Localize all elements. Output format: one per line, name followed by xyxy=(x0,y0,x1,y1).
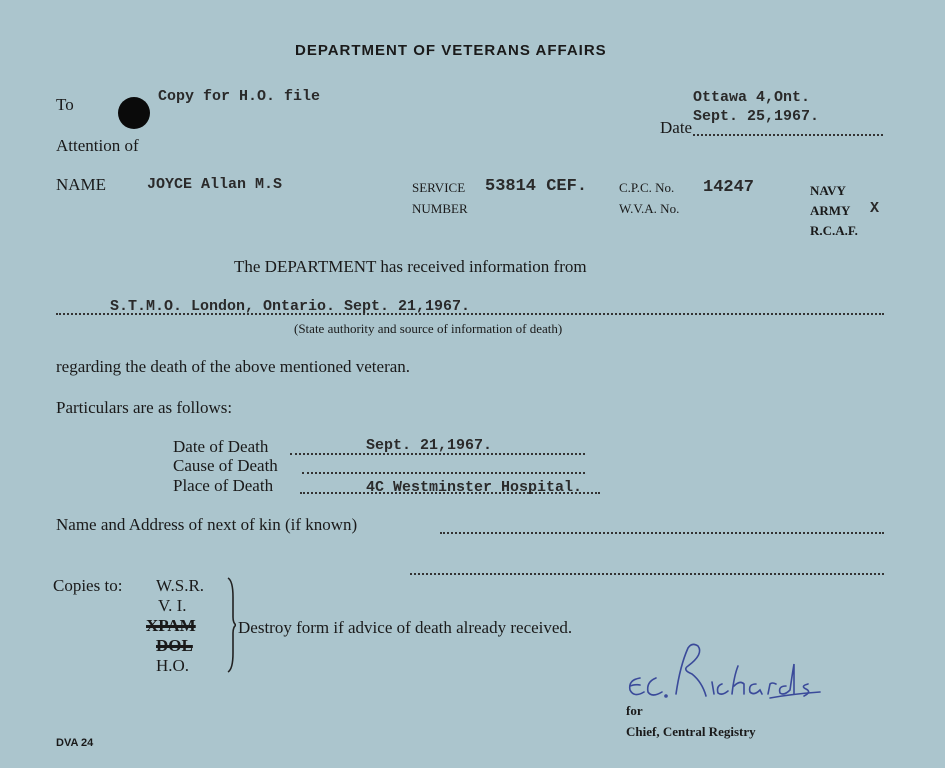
to-label: To xyxy=(56,95,74,114)
name-label: NAME xyxy=(56,175,107,194)
death-place-value: 4C Westminster Hospital. xyxy=(366,479,583,496)
army-label: ARMY xyxy=(810,203,851,218)
kin-line-1 xyxy=(440,532,884,534)
copies-label: Copies to: xyxy=(53,576,123,595)
kin-line-2 xyxy=(410,573,884,575)
particulars-heading: Particulars are as follows: xyxy=(56,398,233,417)
navy-label: NAVY xyxy=(810,183,846,198)
service-value: 53814 CEF. xyxy=(485,177,588,196)
army-mark: X xyxy=(870,200,880,217)
signature-image xyxy=(622,636,832,706)
registry-label: Chief, Central Registry xyxy=(626,724,756,739)
punch-hole xyxy=(118,97,150,129)
date-value: Sept. 25,1967. xyxy=(693,108,820,125)
death-place-label: Place of Death xyxy=(173,476,274,495)
attention-label: Attention of xyxy=(56,136,139,155)
rcaf-label: R.C.A.F. xyxy=(810,223,858,238)
copies-item: V. I. xyxy=(158,596,187,615)
death-cause-line xyxy=(302,472,585,474)
service-label: SERVICE xyxy=(412,180,466,195)
date-label: Date xyxy=(660,118,693,137)
form-code: DVA 24 xyxy=(56,737,94,749)
copies-item-struck: DOL xyxy=(156,636,193,655)
location-value: Ottawa 4,Ont. xyxy=(693,89,811,106)
copies-item: W.S.R. xyxy=(156,576,205,595)
bracket-icon xyxy=(226,577,236,673)
wva-label: W.V.A. No. xyxy=(619,201,680,216)
to-value: Copy for H.O. file xyxy=(158,88,321,105)
source-caption: (State authority and source of information of death) xyxy=(294,321,563,336)
form-title: DEPARTMENT OF VETERANS AFFAIRS xyxy=(295,42,607,59)
source-value: S.T.M.O. London, Ontario. Sept. 21,1967. xyxy=(110,298,471,315)
name-value: JOYCE Allan M.S xyxy=(147,176,283,193)
date-line xyxy=(693,134,883,136)
for-label: for xyxy=(626,703,643,718)
number-label: NUMBER xyxy=(412,201,468,216)
copies-item: H.O. xyxy=(156,656,190,675)
copies-item-struck: XPAM xyxy=(146,616,196,635)
death-date-value: Sept. 21,1967. xyxy=(366,437,493,454)
kin-label: Name and Address of next of kin (if known) xyxy=(56,515,358,534)
death-date-label: Date of Death xyxy=(173,437,269,456)
cpc-value: 14247 xyxy=(703,178,755,197)
destroy-note: Destroy form if advice of death already received. xyxy=(238,618,573,637)
received-line: The DEPARTMENT has received information from xyxy=(234,257,587,276)
cpc-label: C.P.C. No. xyxy=(619,180,675,195)
death-cause-label: Cause of Death xyxy=(173,456,278,475)
regarding-text: regarding the death of the above mentioned veteran. xyxy=(56,357,411,376)
